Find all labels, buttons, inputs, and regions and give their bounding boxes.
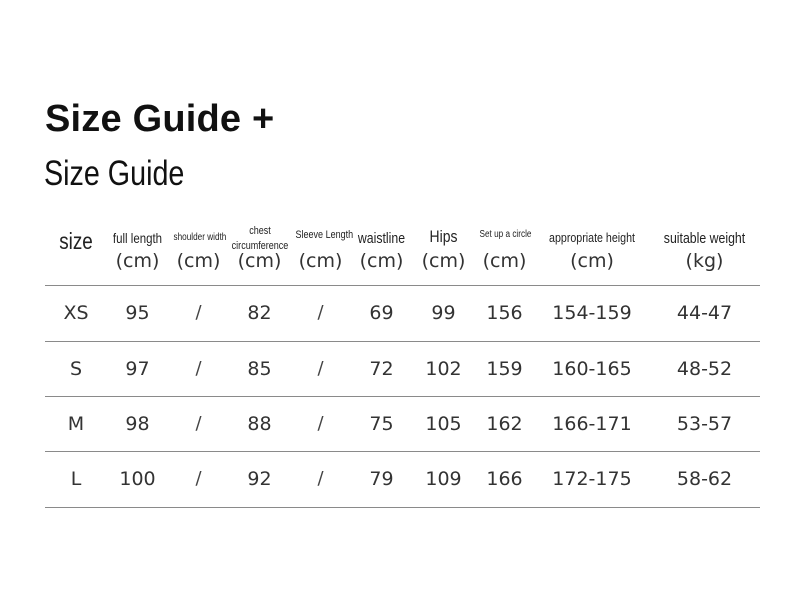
header-appropriate-height-unit: (cm) — [570, 250, 614, 272]
header-suitable-weight — [649, 224, 760, 272]
table-row — [0, 409, 808, 439]
header-waistline-label: waistline — [357, 230, 406, 247]
table-divider — [45, 507, 760, 508]
cell-shoulder-width: / — [195, 358, 202, 379]
header-waistline-unit: (cm) — [359, 250, 404, 272]
cell-set-up-a-circle: 159 — [486, 358, 523, 380]
cell-full-length: 97 — [125, 358, 150, 380]
cell-appropriate-height: 172-175 — [552, 468, 632, 490]
page-title: Size Guide + — [45, 98, 275, 140]
header-size — [45, 228, 107, 255]
cell-suitable-weight: 53-57 — [676, 413, 733, 435]
header-chest-circumference — [229, 224, 290, 272]
cell-waistline: 72 — [369, 358, 394, 380]
header-set-up-a-circle — [474, 224, 535, 272]
cell-hips: 105 — [425, 413, 462, 435]
header-waistline — [351, 224, 412, 272]
header-hips — [413, 224, 474, 272]
cell-sleeve-length: / — [317, 468, 324, 489]
cell-shoulder-width: / — [195, 413, 202, 434]
cell-appropriate-height: 154-159 — [552, 302, 632, 324]
cell-suitable-weight: 44-47 — [676, 302, 733, 324]
cell-appropriate-height: 160-165 — [552, 358, 632, 380]
header-hips-label: Hips — [429, 227, 458, 246]
header-full-length-unit: (cm) — [115, 250, 160, 272]
header-sleeve-length-unit: (cm) — [298, 250, 343, 272]
cell-size: S — [69, 358, 83, 380]
header-chest-circumference-unit: (cm) — [237, 250, 282, 272]
cell-suitable-weight: 58-62 — [676, 468, 733, 490]
header-shoulder-width-label: shoulder width — [173, 232, 227, 243]
header-shoulder-width-unit: (cm) — [176, 250, 221, 272]
cell-full-length: 98 — [125, 413, 150, 435]
cell-appropriate-height: 166-171 — [552, 413, 632, 435]
page-subtitle: Size Guide — [44, 154, 185, 193]
header-full-length — [107, 224, 168, 272]
header-chest-circumference-label: chest circumference — [231, 225, 289, 252]
cell-hips: 109 — [425, 468, 462, 490]
cell-waistline: 69 — [369, 302, 394, 324]
cell-size: XS — [63, 302, 89, 324]
cell-waistline: 79 — [369, 468, 394, 490]
table-divider — [45, 341, 760, 342]
cell-waistline: 75 — [369, 413, 394, 435]
header-suitable-weight-unit: (kg) — [685, 250, 724, 272]
header-size-label: size — [59, 228, 93, 254]
header-set-up-a-circle-label: Set up a circle — [479, 229, 532, 240]
table-divider — [45, 396, 760, 397]
cell-hips: 99 — [431, 302, 456, 324]
header-sleeve-length-label: Sleeve Length — [295, 229, 354, 241]
cell-sleeve-length: / — [317, 413, 324, 434]
header-sleeve-length — [290, 224, 354, 272]
cell-chest-circumference: 88 — [247, 413, 272, 435]
cell-shoulder-width: / — [195, 302, 202, 323]
table-divider — [45, 285, 760, 286]
table-divider — [45, 451, 760, 452]
cell-chest-circumference: 82 — [247, 302, 272, 324]
cell-size: L — [70, 468, 82, 490]
header-full-length-label: full length — [112, 230, 163, 246]
header-appropriate-height-label: appropriate height — [549, 230, 635, 245]
header-suitable-weight-label: suitable weight — [663, 230, 746, 247]
cell-set-up-a-circle: 162 — [486, 413, 523, 435]
header-set-up-a-circle-unit: (cm) — [482, 250, 527, 272]
cell-set-up-a-circle: 156 — [486, 302, 523, 324]
cell-chest-circumference: 85 — [247, 358, 272, 380]
cell-sleeve-length: / — [317, 302, 324, 323]
cell-full-length: 95 — [125, 302, 150, 324]
cell-full-length: 100 — [119, 468, 156, 490]
cell-suitable-weight: 48-52 — [676, 358, 733, 380]
table-row — [0, 464, 808, 494]
cell-hips: 102 — [425, 358, 462, 380]
cell-size: M — [67, 413, 85, 435]
header-appropriate-height — [535, 224, 649, 272]
cell-shoulder-width: / — [195, 468, 202, 489]
table-row — [0, 354, 808, 384]
cell-sleeve-length: / — [317, 358, 324, 379]
header-shoulder-width — [168, 224, 229, 272]
cell-chest-circumference: 92 — [247, 468, 272, 490]
header-hips-unit: (cm) — [421, 250, 466, 272]
cell-set-up-a-circle: 166 — [486, 468, 523, 490]
table-row — [0, 298, 808, 328]
